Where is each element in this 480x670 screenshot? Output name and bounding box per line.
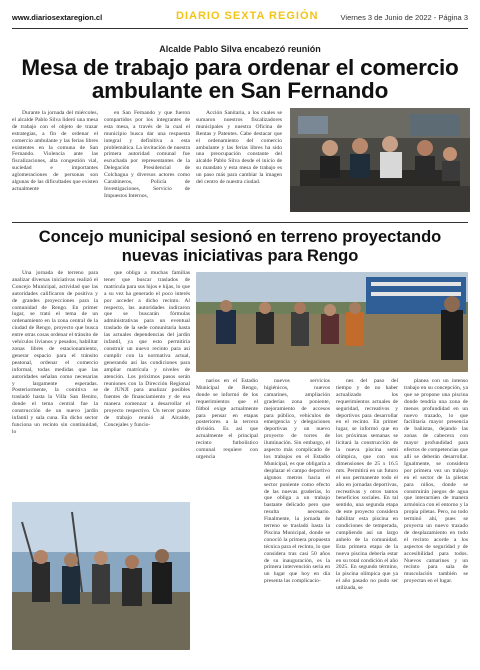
site-url[interactable]: www.diariosextaregion.cl xyxy=(12,13,103,22)
article2-column-4: nuevos servicios higiénicos, nuevos camarines, ampliación graderías zona poniente, mejoramiento de accesos para público, vehículos de emergencia y delegaciones deportivas y un nuevo proyecto de torres de iluminación. Sin embargo, el aspecto más complicado de los trabajos en el Estadio Municipal, es que obligaría a desplazar el campo deportivo algunos metros hacia el sector poniente como efecto de las nuevas graderías, lo que obliga a un trabajo bastante delicado pero que resulta necesario. Finalmente, la jornada de terreno se trasladó hasta la Piscina Municipal, donde se conoció la primera propuesta técnica para el recinto, lo que considera tras casi 50 años de su inauguración, es la primera intervención seria en un lugar que hoy en día presenta las complicacio- xyxy=(264,378,330,585)
stadium-photo xyxy=(196,272,468,372)
article2-column-2: que obliga a muchas familias tener que buscar traslados de matrícula para sus hijos e hijas, lo que a su vez ha generado el poco interés por acceder a dicho recinto. Al respecto, las autoridades indicaron que se buscarán fórmulas administrativas para un eventual traslado de la sede comunitaria hasta las actuales dependencias del jardín infantil, ya que esto permitiría construir un nuevo recinto para así cumplir con la normativa actual, generando así las condiciones para ampliar matrícula y niveles de atención. Los próximos pasos serán reuniones con la Dirección Regional de JUNJI para analizar posibles fuentes de financiamiento y de esa manera comenzar a desarrollar el proyecto respectivo. Un tercer punto de trabajo reunió al Alcalde, Concejales y funcio- xyxy=(104,270,190,428)
header-rule xyxy=(12,28,468,29)
article1-column-2: en San Fernando y que fueron compartidos por los integrantes de esta mesa, a través de la cual el municipio busca dar una respuesta integral y definitiva a esta problemática. La invitación de nuestra primera autoridad comunal fue escuchada por representantes de la Delegación Presidencial de Colchagua y diversos actores como Carabineros, Policía de Investigaciones, Servicio de Impuestos Internos, xyxy=(104,110,190,199)
meeting-photo xyxy=(290,108,470,212)
section-rule xyxy=(12,222,468,223)
article2-headline: Concejo municipal sesionó en terreno proyectando nuevas iniciativas para Rengo xyxy=(38,228,442,265)
newspaper-name: DIARIO SEXTA REGIÓN xyxy=(176,10,319,22)
pool-site-photo xyxy=(12,502,190,650)
article1-column-3: Acción Sanitaria, a los cuales se sumaron nuestros fiscalizadores municipales y nuestra Oficina de Rentas y Patentes. Cabe destacar que el ordenamiento del comercio ambulante y las ferias libres ha sido una preocupación constante del alcalde Pablo Silva desde el inicio de su mandato y esta mesa de trabajo es un paso más para cambiar la imagen del centro de nuestra ciudad. xyxy=(196,110,282,186)
article1-column-1: Durante la jornada del miércoles, el alcalde Pablo Silva lideró una mesa de trabajo con el objeto de trazar estrategias, a fin de ordenar el comercio ambulante y las ferias libres existentes en la comuna de San Fernando. Violencia ante las fiscalizaciones, alta congestión vial, suciedad e importantes aglomeraciones de personas son algunas de las dificultades que existen actualmente xyxy=(12,110,98,192)
article2-column-5: nes del paso del tiempo y de no haber actualizado los requerimientos actuales de seguridad, recreativos y deportivos para desarrollar en el recinto. En primer lugar, se informó que en los próximas semanas se licitará la construcción de la nueva piscina semi olímpica, que con sus dimensiones de 25 x 16.5 mts. Permitirá en un futuro el uso permanente todo el año en jornadas deportivas, recreativas y otros tantos beneficios sociales. En tal sentido, una segunda etapa de este proyecto considera habilitar esta piscina en condiciones de temperada, cumpliendo así un largo anhelo de la comunidad. Esta primera etapa de la nueva piscina debería estar en su total condición el año 2025. En segundo término, la piscina olímpica que ya el año pasado no pudo ser utilizada, se xyxy=(336,378,398,592)
article2-column-1: Una jornada de terreno para analizar diversas iniciativas realizó el Concejo Municipal, actividad que las autoridades calificaron de positiva y de grandes proyecciones para la comunidad de Rengo. En primer lugar, se trató el tema de un ordenamiento en la zona central de la ciudad de Rengo, proyecto que busca entre otras cosas ordenar el tránsito de vehículos livianos y pesados, habilitar zonas libres de estacionamiento, generar espacio para el tránsito peatonal, ordenar el comercio informal, todas medidas que las autoridades señalan como necesarias y largamente esperadas. Posteriormente, la comitiva se trasladó hasta la Villa San Benito, donde el tema central fue la construcción de un nuevo jardín infantil y sala cuna. En dicho sector funciona un recinto sin continuidad, lo xyxy=(12,270,98,435)
issue-date: Viernes 3 de Junio de 2022 - Página 3 xyxy=(340,13,468,22)
article2-column-6: planea con un intenso trabajo en su concepción, ya que se propone una piscina donde tendría una zona de menos profundidad en un nuevo trazado, lo que facilitaría mayor presencia de bañistas, dejando las zonas de cabecera con mayor profundidad para efectos de competencias que allí se deberán desarrollar. Igualmente, se considera por primera vez un trabajo en el sector de la piletas para niños, donde se construirán juegos de agua que interactúen de manera armónica con el entorno y la propia piletas. Pero, no todo terminó ahí, pues se proyecta un nuevo trazado de desplazamiento en todo el recinto acorde a los aspectos de seguridad y de accesibilidad para todos. Nuevos camarines y un recinto para sala de musculación también se proyectan en el lugar. xyxy=(404,378,468,585)
article2-column-3: narios en el Estadio Municipal de Rengo, donde se informó de los requerimientos que el fútbol exige actualmente para pensar en etapas posteriores a la tercera división. Es así que actualmente el principal recinto futbolístico comunal requiere con urgencia xyxy=(196,378,258,460)
page-header xyxy=(12,10,468,26)
article1-headline: Mesa de trabajo para ordenar el comercio ambulante en San Fernando xyxy=(21,55,459,103)
article1-kicker: Alcalde Pablo Silva encabezó reunión xyxy=(159,44,321,54)
